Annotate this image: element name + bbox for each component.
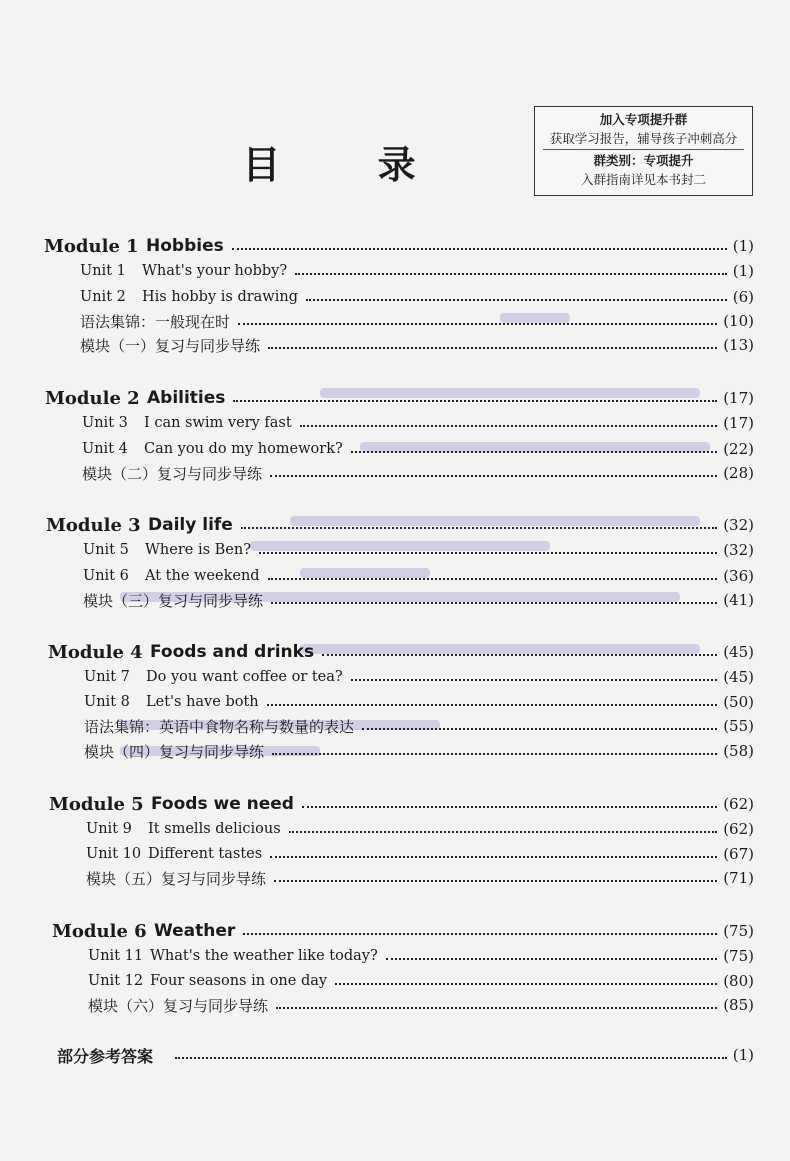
- page-number: (75): [723, 922, 754, 940]
- dot-leader: [272, 753, 717, 755]
- answers-row[interactable]: [57, 1043, 754, 1067]
- dot-leader: [274, 880, 717, 882]
- section-title: 模块（四）复习与同步导练: [84, 742, 265, 761]
- page-number: (62): [723, 820, 754, 838]
- module-title: Hobbies: [146, 236, 224, 256]
- unit-1-row[interactable]: [80, 259, 754, 283]
- unit-title: It smells delicious: [148, 821, 281, 837]
- unit-12-row[interactable]: [88, 969, 754, 993]
- page-number: (10): [723, 312, 754, 330]
- unit-number: Unit 11: [88, 948, 144, 964]
- section-title: 模块（一）复习与同步导练: [80, 336, 261, 355]
- page-number: (41): [723, 591, 754, 609]
- unit-number: Unit 9: [86, 821, 132, 837]
- page-number: (17): [723, 389, 754, 407]
- promo-line-1: 加入专项提升群: [599, 112, 688, 127]
- unit-number: Unit 5: [83, 542, 129, 558]
- dot-leader: [243, 933, 717, 935]
- dot-leader: [276, 1007, 717, 1009]
- unit-title: At the weekend: [145, 568, 260, 584]
- page-number: (62): [723, 795, 754, 813]
- dot-leader: [267, 704, 718, 706]
- unit-number: Unit 4: [82, 441, 128, 457]
- dot-leader: [233, 400, 717, 402]
- unit-title: Let's have both: [146, 694, 259, 710]
- page-number: (58): [723, 742, 754, 760]
- dot-leader: [295, 273, 727, 275]
- page-number: (22): [723, 440, 754, 458]
- dot-leader: [241, 527, 717, 529]
- unit-2-row[interactable]: [80, 285, 754, 309]
- page-number: (71): [723, 869, 754, 887]
- page-number: (6): [732, 288, 754, 306]
- section-title: 模块（五）复习与同步导练: [86, 869, 267, 888]
- dot-leader: [238, 323, 717, 325]
- module-6-row[interactable]: [52, 919, 754, 943]
- unit-number: Unit 8: [84, 694, 130, 710]
- unit-4-row[interactable]: [82, 437, 754, 461]
- unit-6-row[interactable]: [83, 564, 754, 588]
- module-number: Module 1: [44, 235, 139, 257]
- unit-10-row[interactable]: [86, 842, 754, 866]
- page-title: 目 录: [242, 143, 458, 187]
- review-5-row[interactable]: [86, 866, 754, 890]
- dot-leader: [302, 806, 717, 808]
- dot-leader: [175, 1057, 727, 1059]
- dot-leader: [351, 679, 718, 681]
- dot-leader: [362, 728, 717, 730]
- review-3-row[interactable]: [83, 588, 754, 612]
- page-number: (45): [723, 668, 754, 686]
- dot-leader: [386, 958, 717, 960]
- dot-leader: [300, 425, 718, 427]
- unit-number: Unit 10: [86, 846, 142, 862]
- unit-title: His hobby is drawing: [142, 289, 298, 305]
- module-2-row[interactable]: [45, 386, 754, 410]
- review-4-row[interactable]: [84, 739, 754, 763]
- promo-line-4: 入群指南详见本书封二: [580, 172, 706, 187]
- dot-leader: [351, 451, 717, 453]
- dot-leader: [232, 248, 727, 250]
- unit-title: Different tastes: [148, 846, 263, 862]
- review-2-row[interactable]: [82, 461, 754, 485]
- module-title: Daily life: [148, 515, 233, 535]
- page-number: (1): [732, 1046, 754, 1064]
- module-number: Module 4: [48, 641, 143, 663]
- unit-title: Four seasons in one day: [150, 973, 328, 989]
- page-number: (80): [723, 972, 754, 990]
- page-number: (50): [723, 693, 754, 711]
- module-5-row[interactable]: [49, 792, 754, 816]
- unit-11-row[interactable]: [88, 944, 754, 968]
- section-title: 模块（三）复习与同步导练: [83, 591, 264, 610]
- section-title: 模块（六）复习与同步导练: [88, 996, 269, 1015]
- promo-line-2: 获取学习报告，辅导孩子冲刺高分: [549, 131, 738, 146]
- dot-leader: [322, 654, 717, 656]
- page-number: (67): [723, 845, 754, 863]
- module-4-row[interactable]: [48, 640, 754, 664]
- unit-number: Unit 1: [80, 263, 126, 279]
- section-title: 语法集锦：一般现在时: [80, 312, 231, 331]
- promo-box: [534, 106, 753, 196]
- module-title: Foods we need: [151, 794, 294, 814]
- page-number: (85): [723, 996, 754, 1014]
- dot-leader: [270, 856, 717, 858]
- dot-leader: [271, 602, 717, 604]
- dot-leader: [259, 552, 717, 554]
- module-number: Module 3: [46, 514, 141, 536]
- unit-title: What's the weather like today?: [150, 948, 378, 964]
- unit-title: Where is Ben?: [145, 542, 251, 558]
- page-number: (28): [723, 464, 754, 482]
- dot-leader: [268, 578, 718, 580]
- unit-title: Can you do my homework?: [144, 441, 343, 457]
- unit-number: Unit 7: [84, 669, 130, 685]
- section-title: 模块（二）复习与同步导练: [82, 464, 263, 483]
- unit-title: Do you want coffee or tea?: [146, 669, 343, 685]
- dot-leader: [270, 475, 717, 477]
- unit-3-row[interactable]: [82, 411, 754, 435]
- promo-line-3: 群类别：专项提升: [593, 153, 694, 168]
- unit-number: Unit 3: [82, 415, 128, 431]
- review-6-row[interactable]: [88, 993, 754, 1017]
- page-number: (1): [732, 237, 754, 255]
- unit-title: I can swim very fast: [144, 415, 292, 431]
- page-number: (45): [723, 643, 754, 661]
- unit-number: Unit 12: [88, 973, 144, 989]
- page-number: (36): [723, 567, 754, 585]
- page-number: (75): [723, 947, 754, 965]
- section-title: 语法集锦：英语中食物名称与数量的表达: [84, 717, 355, 736]
- dot-leader: [268, 347, 717, 349]
- unit-number: Unit 6: [83, 568, 129, 584]
- module-title: Foods and drinks: [150, 642, 315, 662]
- dot-leader: [306, 299, 727, 301]
- page-number: (13): [723, 336, 754, 354]
- unit-title: What's your hobby?: [142, 263, 288, 279]
- dot-leader: [335, 983, 717, 985]
- unit-8-row[interactable]: [84, 690, 754, 714]
- page-number: (32): [723, 541, 754, 559]
- module-1-row[interactable]: [44, 234, 754, 258]
- dot-leader: [289, 831, 718, 833]
- page-number: (17): [723, 414, 754, 432]
- grammar-2-row[interactable]: [84, 714, 754, 738]
- section-title: 部分参考答案: [57, 1046, 154, 1066]
- module-number: Module 6: [52, 920, 147, 942]
- unit-5-row[interactable]: [83, 538, 754, 562]
- module-3-row[interactable]: [46, 513, 754, 537]
- module-title: Abilities: [147, 388, 226, 408]
- page-number: (1): [732, 262, 754, 280]
- page-number: (32): [723, 516, 754, 534]
- module-number: Module 5: [49, 793, 144, 815]
- review-1-row[interactable]: [80, 333, 754, 357]
- unit-number: Unit 2: [80, 289, 126, 305]
- grammar-1-row[interactable]: [80, 309, 754, 333]
- page-number: (55): [723, 717, 754, 735]
- module-number: Module 2: [45, 387, 140, 409]
- unit-9-row[interactable]: [86, 817, 754, 841]
- unit-7-row[interactable]: [84, 665, 754, 689]
- promo-divider: [543, 149, 744, 150]
- module-title: Weather: [154, 921, 236, 941]
